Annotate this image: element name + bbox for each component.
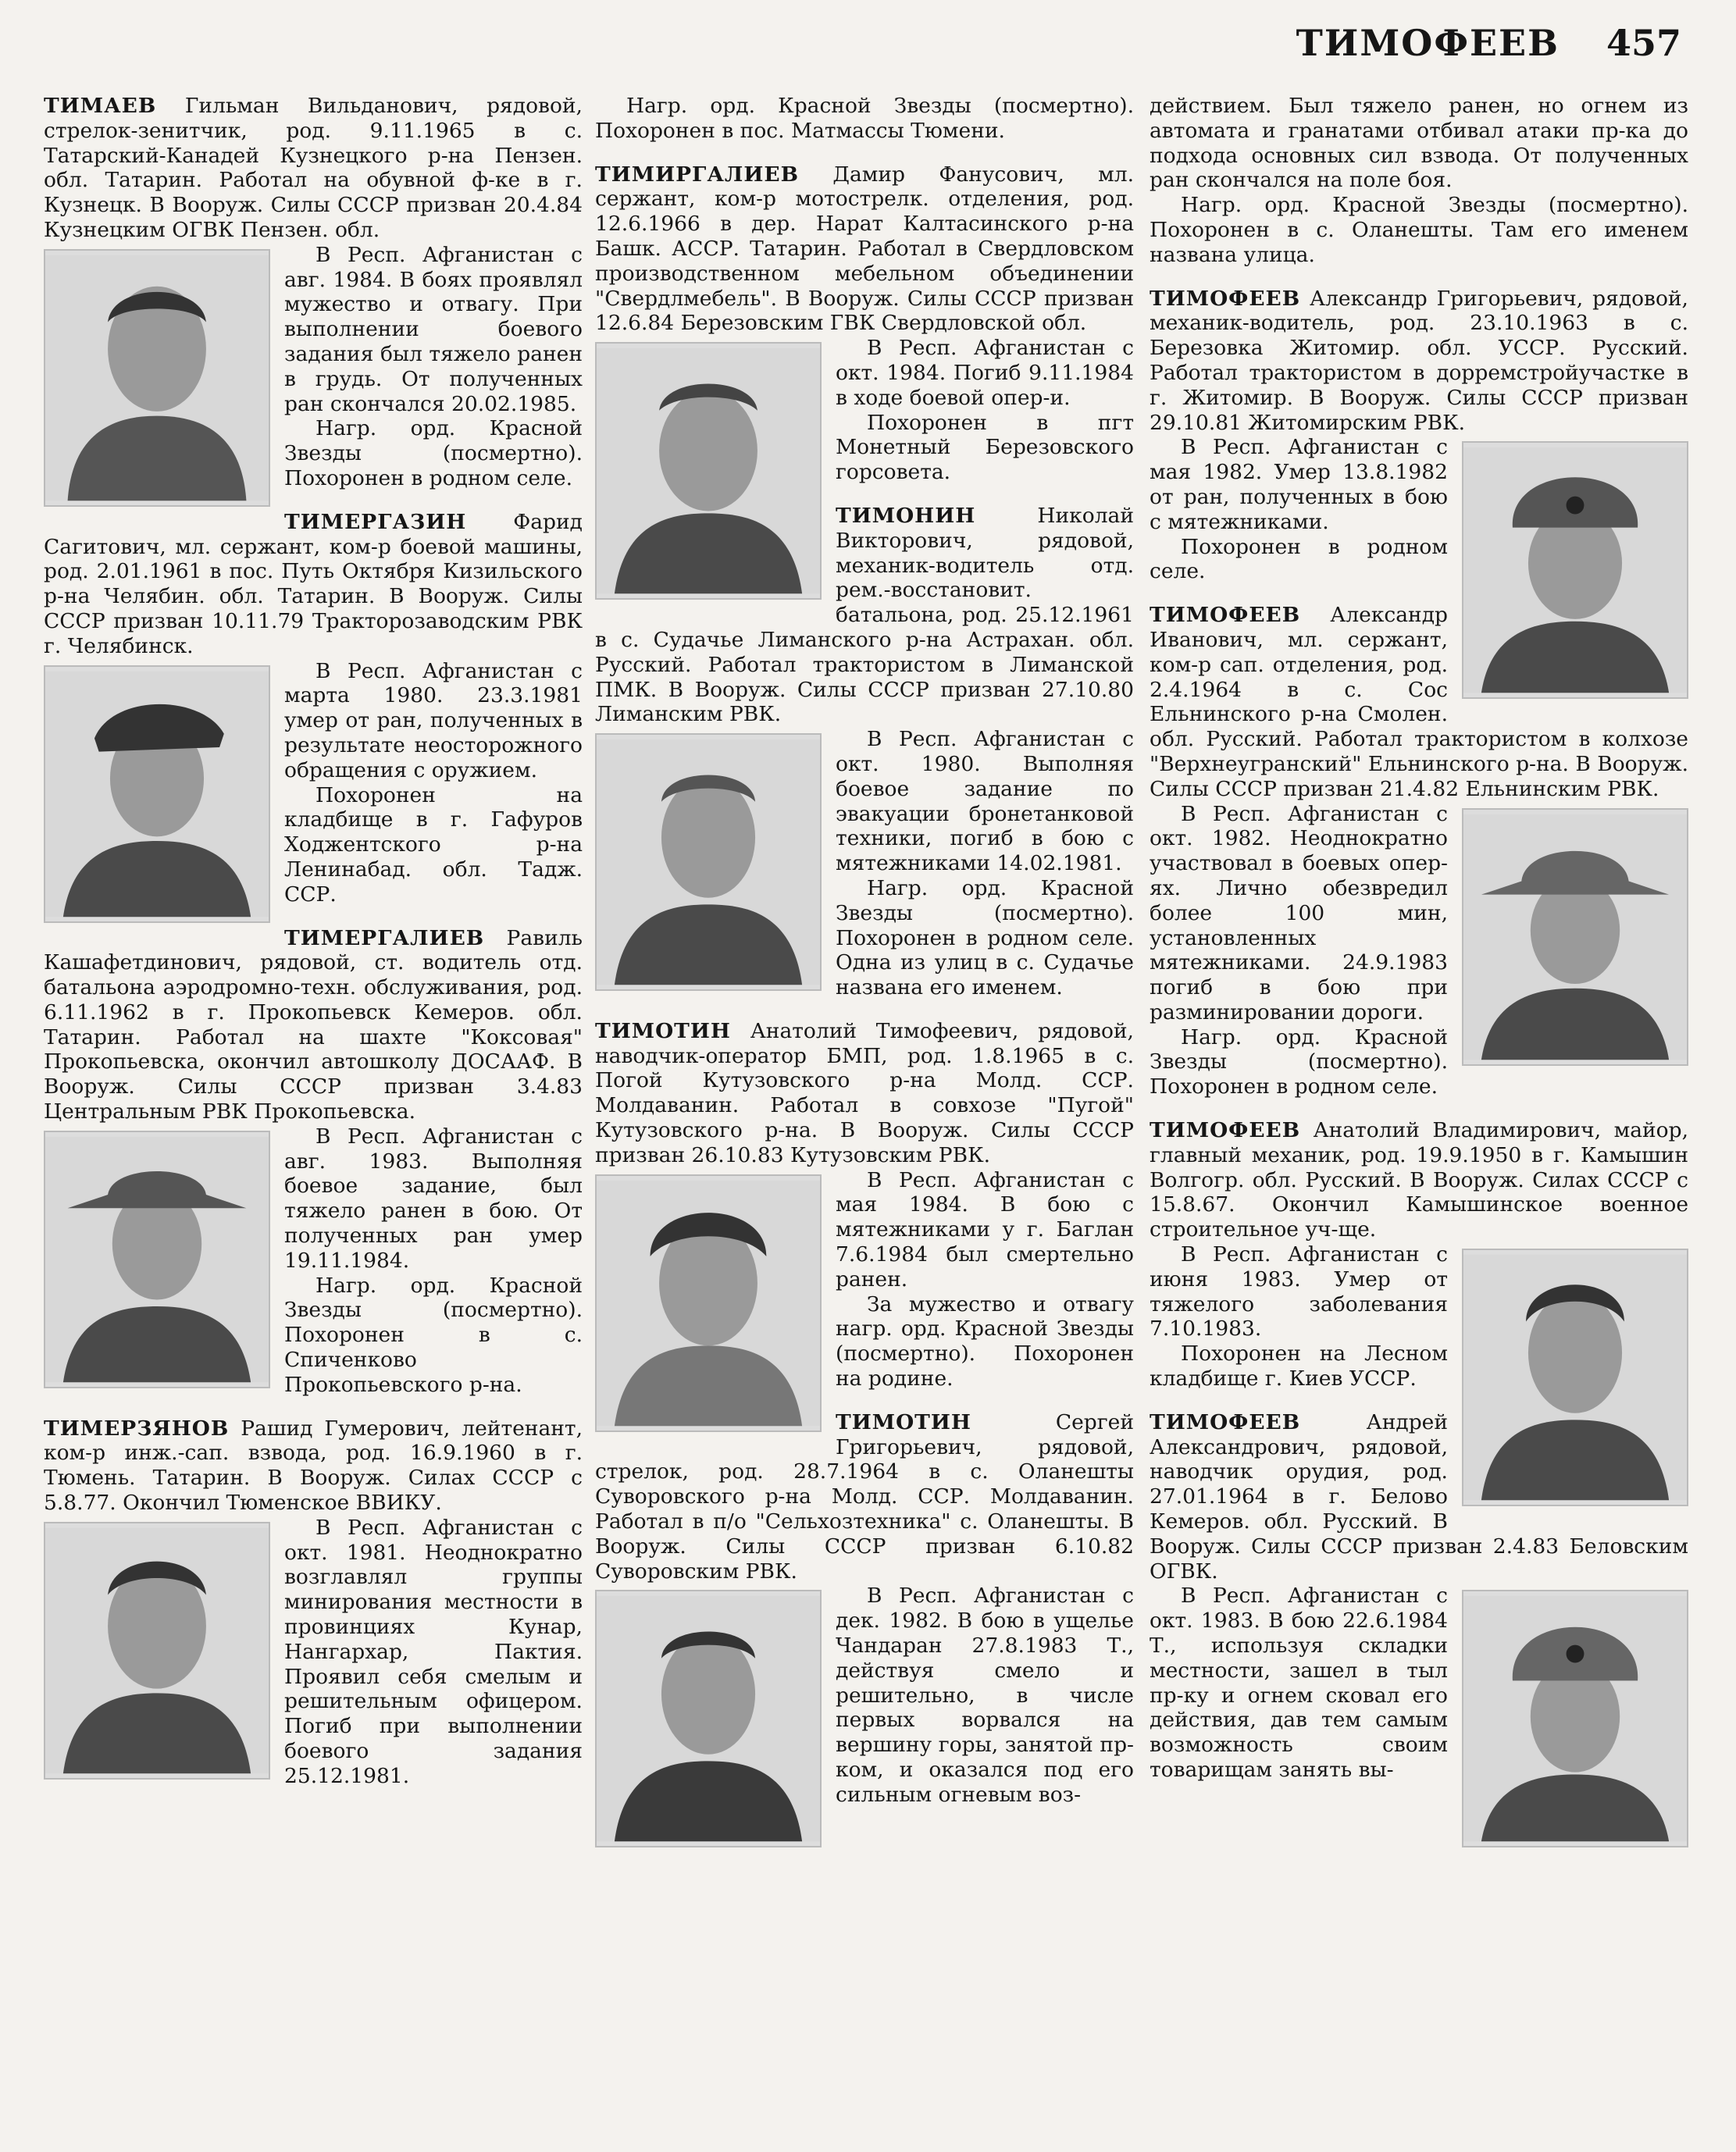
column-3 (1150, 94, 1688, 1852)
entry-text: Александр Иванович, мл. сержант, ком-р сап. отделения, род. 2.4.1964 в с. Сос Ельнинского р-на Смолен. обл. Русский. Работал трактористом в колхозе "Верхнеугранский" Ельнинского р-на. В Вооруж. Силы СССР призван 21.4.82 Ельнинским РВК. (1150, 603, 1688, 801)
entry-name: ТИМОНИН (836, 503, 976, 528)
entry-name: ТИМЕРГАЛИЕВ (284, 925, 485, 950)
entry-continuation (595, 94, 1134, 144)
entry-name: ТИМИРГАЛИЕВ (595, 162, 800, 187)
entry-text: Нагр. орд. Красной Звезды (посмертно). Похоронен в с. Оланешты. Там его именем названа улица. (1150, 193, 1688, 267)
entry-name: ТИМЕРЗЯНОВ (44, 1416, 230, 1441)
entry-text: В Респ. Афганистан с дек. 1982. В бою в ущелье Чандаран 27.8.1983 Т., действуя смело и решительно, в числе первых ворвался на вершину горы, занятой пр-ком, и оказался под его сильным огневым воз- (836, 1584, 1134, 1807)
portrait-photo (44, 1522, 270, 1780)
entry-text: В Респ. Афганистан с окт. 1981. Неоднократно возглавлял группы минирования местности в провинциях Кунар, Нангархар, Пактия. Проявил себя смелым и решительным офицером. Погиб при выполнении боевого задания 25.12.1981. (284, 1515, 583, 1788)
entry-timotin-anatoly (595, 1019, 1134, 1391)
entry-continuation (1150, 94, 1688, 268)
portrait-photo (1462, 441, 1688, 699)
entry-timerzyanov (44, 1416, 583, 1789)
entry-timofeev-anatoly (1150, 1118, 1688, 1391)
entry-text: В Респ. Афганистан с окт. 1984. Погиб 9.11.1984 в ходе боевой опер-и. (836, 336, 1134, 410)
entry-text: Равиль Кашафетдинович, рядовой, ст. водитель отд. батальона аэродромно-техн. обслуживания, род. 6.11.1962 в г. Прокопьевск Кемеров. обл. Татарин. Работал на шахте "Коксовая" Прокопьевска, окончил автошколу ДОСААФ. В Вооруж. Силы СССР призван 3.4.83 Центральным РВК Прокопьевска. (44, 925, 583, 1124)
entry-text: Фарид Сагитович, мл. сержант, ком-р боевой машины, род. 2.01.1961 в пос. Путь Октября Кизильского р-на Челябин. обл. Татарин. В Вооруж. Силы СССР призван 10.11.79 Тракторозаводским РВК г. Челябинск. (44, 509, 583, 658)
portrait-photo (595, 342, 822, 600)
entry-text: Нагр. орд. Красной Звезды (посмертно). Похоронен в родном селе. (284, 416, 583, 490)
entry-text: В Респ. Афганистан с мая 1982. Умер 13.8.1982 от ран, полученных в бою с мятежниками. (1150, 435, 1448, 534)
entry-text: За мужество и отвагу нагр. орд. Красной Звезды (посмертно). Похоронен на родине. (836, 1292, 1134, 1391)
page-header (1296, 22, 1681, 64)
entry-text: Андрей Александрович, рядовой, наводчик орудия, род. 27.01.1964 в г. Белово Кемеров. обл. Русский. В Вооруж. Силы СССР призван 2.4.83 Беловским ОГВК. (1150, 1409, 1688, 1584)
entry-timergaliev (44, 926, 583, 1398)
entry-text: Нагр. орд. Красной Звезды (посмертно). Похоронен в пос. Матмассы Тюмени. (595, 94, 1134, 143)
portrait-photo (44, 665, 270, 923)
entry-text: В Респ. Афганистан с авг. 1984. В боях проявлял мужество и отвагу. При выполнении боевого задания был тяжело ранен в грудь. От полученных ран скончался 20.02.1985. (284, 242, 583, 416)
running-head: ТИМОФЕЕВ (1296, 22, 1560, 64)
entry-text: Анатолий Владимирович, майор, главный механик, род. 19.9.1950 в г. Камышин Волгогр. обл. Русский. В Вооруж. Силах СССР с 15.8.67. Окончил Камышинское военное строительное уч-ще. (1150, 1118, 1688, 1242)
entry-name: ТИМОФЕЕВ (1150, 286, 1301, 311)
portrait-photo (44, 1131, 270, 1388)
entry-text: Похоронен в родном селе. (1150, 534, 1448, 584)
entry-name: ТИМОТИН (595, 1018, 731, 1043)
entry-text: В Респ. Афганистан с мая 1984. В бою с мятежниками у г. Баглан 7.6.1984 был смертельно ранен. (836, 1167, 1134, 1292)
portrait-photo (595, 733, 822, 991)
entry-timaev (44, 94, 583, 491)
entry-text: Александр Григорьевич, рядовой, механик-водитель, род. 23.10.1963 в с. Березовка Житомир. обл. УССР. Русский. Работал трактористом в дорремстройучастке в г. Житомир. В Вооруж. Силы СССР призван 29.10.81 Житомирским РВК. (1150, 286, 1688, 435)
entry-text: Похоронен в пгт Монетный Березовского горсовета. (836, 410, 1134, 485)
entry-name: ТИМЕРГАЗИН (284, 509, 467, 534)
portrait-photo (1462, 1249, 1688, 1506)
entry-text: Дамир Фанусович, мл. сержант, ком-р мотострелк. отделения, род. 12.6.1966 в дер. Нарат Калтасинского р-на Башк. АССР. Татарин. Работал в Свердловском производственном мебельном объединении "Свердлмебель". В Вооруж. Силы СССР призван 12.6.84 Березовским ГВК Свердловской обл. (595, 162, 1134, 336)
page-number: 457 (1606, 22, 1681, 64)
portrait-photo (44, 249, 270, 507)
column-2 (595, 94, 1134, 1852)
entry-text: действием. Был тяжело ранен, но огнем из автомата и гранатами отбивал атаки пр-ка до подхода основных сил взвода. От полученных ран скончался на поле боя. (1150, 94, 1688, 193)
entry-text: Рашид Гумерович, лейтенант, ком-р инж.-сап. взвода, род. 16.9.1960 в г. Тюмень. Татарин. В Вооруж. Силах СССР с 5.8.77. Окончил Тюменское ВВИКУ. (44, 1416, 583, 1516)
entry-text: В Респ. Афганистан с окт. 1983. В бою 22.6.1984 Т., используя складки местности, зашел в тыл пр-ку и огнем сковал его действия, дав тем самым возможность своим товарищам занять вы- (1150, 1584, 1448, 1782)
entry-text: Нагр. орд. Красной Звезды (посмертно). Похоронен в родном селе. Одна из улиц в с. Судачье названа его именем. (836, 875, 1134, 1000)
entry-name: ТИМОТИН (836, 1409, 971, 1434)
entry-text: В Респ. Афганистан с окт. 1980. Выполняя боевое задание по эвакуации бронетанковой техники, погиб в бою с мятежниками 14.02.1981. (836, 727, 1134, 876)
entry-name: ТИМОФЕЕВ (1150, 603, 1301, 628)
entry-text: В Респ. Афганистан с марта 1980. 23.3.1981 умер от ран, полученных в результате неосторожного обращения с оружием. (284, 658, 583, 782)
entry-text: В Респ. Афганистан с авг. 1983. Выполняя боевое задание, был тяжело ранен в бою. От полученных ран умер 19.11.1984. (284, 1124, 583, 1273)
portrait-photo (1462, 808, 1688, 1066)
portrait-photo (595, 1174, 822, 1432)
entry-text: Нагр. орд. Красной Звезды (посмертно). Похоронен в с. Спиченково Прокопьевского р-на. (284, 1273, 583, 1397)
entry-text: Николай Викторович, рядовой, механик-водитель отд. рем.-восстановит. батальона, род. 25.12.1961 в с. Судачье Лиманского р-на Астрахан. обл. Русский. Работал трактористом в Лиманской ПМК. В Вооруж. Силы СССР призван 27.10.80 Лиманским РВК. (595, 503, 1134, 727)
column-1 (44, 94, 583, 1808)
entry-name: ТИМАЕВ (44, 94, 157, 118)
entry-text: В Респ. Афганистан с окт. 1982. Неоднократно участвовал в боевых опер-ях. Лично обезвредил более 100 мин, установленных мятежниками. 24.9.1983 погиб в бою при разминировании дороги. (1150, 801, 1448, 1024)
entry-text: Похоронен на кладбище в г. Гафуров Ходжентского р-на Ленинабад. обл. Тадж. ССР. (284, 782, 583, 907)
entry-text: Нагр. орд. Красной Звезды (посмертно). Похоронен в родном селе. (1150, 1024, 1448, 1099)
entry-text: Гильман Вильданович, рядовой, стрелок-зенитчик, род. 9.11.1965 в с. Татарский-Канадей Кузнецкого р-на Пензен. обл. Татарин. Работал на обувной ф-ке в г. Кузнецк. В Вооруж. Силы СССР призван 20.4.84 Кузнецким ОГВК Пензен. обл. (44, 94, 583, 242)
portrait-photo (1462, 1590, 1688, 1847)
entry-text: Похоронен на Лесном кладбище г. Киев УССР. (1150, 1341, 1448, 1391)
entry-name: ТИМОФЕЕВ (1150, 1409, 1301, 1434)
entry-timotin-sergey (595, 1410, 1134, 1808)
entry-timergazin (44, 510, 583, 907)
entry-timirgaliev (595, 162, 1134, 485)
entry-text: Анатолий Тимофеевич, рядовой, наводчик-оператор БМП, род. 1.8.1965 в с. Погой Кутузовского р-на Молд. ССР. Молдаванин. Работал в совхозе "Пугой" Кутузовского р-на. В Вооруж. Силы СССР призван 26.10.83 Кутузовским РВК. (595, 1018, 1134, 1167)
entry-name: ТИМОФЕЕВ (1150, 1118, 1301, 1143)
entry-text: В Респ. Афганистан с июня 1983. Умер от тяжелого заболевания 7.10.1983. (1150, 1242, 1448, 1341)
entry-text: Сергей Григорьевич, рядовой, стрелок, род. 28.7.1964 в с. Оланешты Суворовского р-на Молд. ССР. Молдаванин. Работал в п/о "Сельхозтехника" с. Оланешты. В Вооруж. Силы СССР призван 6.10.82 Суворовским РВК. (595, 1409, 1134, 1584)
portrait-photo (595, 1590, 822, 1847)
entry-timofeev-aleksandr-g (1150, 287, 1688, 585)
